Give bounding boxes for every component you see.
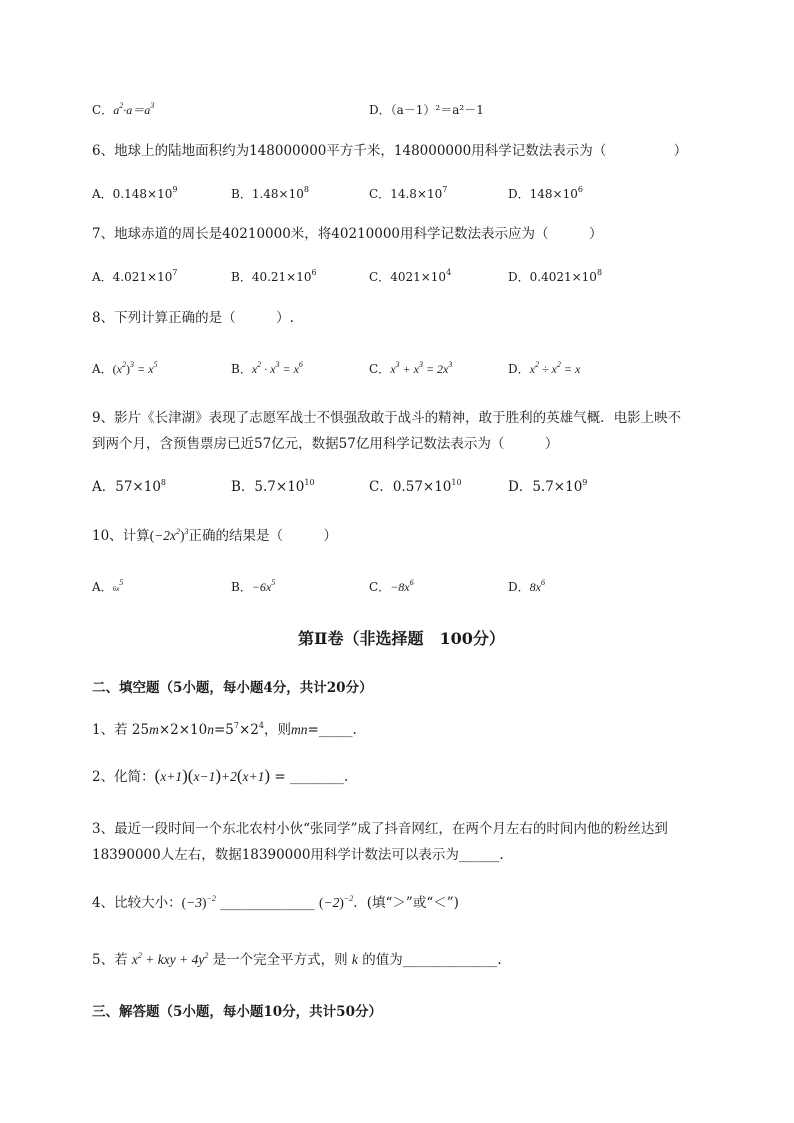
q7-option-c: C．$4021\times 10^4$: [369, 268, 452, 284]
fill-q5: 5、若 $x^2$ + kxy + $4y^2$ 是一个完全平方式，则 k 的值为______________.: [92, 951, 502, 968]
fill-q3-line1: 3、最近一段时间一个东北农村小伙“张同学”成了抖音网红，在两个月左右的时间内他的粉丝达到: [92, 821, 668, 837]
q5-option-d: [369, 101, 484, 119]
q10-option-c: C．$-8x^6$: [369, 578, 414, 594]
q9-option-c: C．$0.57\times 10^{10}$: [369, 478, 462, 495]
q9-option-a: A．$57\times 10^8$: [92, 478, 167, 495]
fill-q2: 2、化简：(x+1)(x−1)+2(x+1) = ________.: [92, 766, 349, 785]
fill-q3-line2: 18390000人左右，数据18390000用科学计数法可以表示为______.: [92, 847, 504, 863]
section3-heading: 三、解答题（5小题，每小题10分，共计50分）: [92, 1004, 382, 1020]
q9-stem-line2: 到两个月，含预售票房已近57亿元，数据57亿用科学记数法表示为（ ）: [92, 436, 559, 452]
q7-option-a: A．$4.021\times 10^7$: [92, 268, 178, 284]
q8-option-d: D．$x^2 \div x^2 = x$: [508, 360, 581, 376]
fill-q1: 1、若 $25m\times 2\times 10n=5^7\times 2^4$，则mn=_____.: [92, 721, 357, 738]
q10-expression: $(-2x^2)^3$: [149, 527, 189, 543]
q8-option-c: C．$x^3 + x^3 = 2x^3$: [369, 360, 453, 376]
q9-stem-line1: 9、影片《长津湖》表现了志愿军战士不惧强敌敢于战斗的精神，敢于胜利的英雄气概．电影上映不: [92, 410, 682, 426]
q5-option-d-label: D．: [369, 103, 391, 117]
q8-option-b: B．$x^2 \cdot x^3 = x^6$: [231, 360, 303, 376]
q7-stem: 7、地球赤道的周长是40210000米，将40210000用科学记数法表示应为（ ）: [92, 226, 603, 242]
q6-stem: 6、地球上的陆地面积约为148000000平方千米，148000000用科学记数法表示为（ ）: [92, 143, 688, 159]
q7-option-b: B．$40.21\times 10^6$: [231, 268, 317, 284]
q10-option-b: B．$-6x^5$: [231, 578, 276, 594]
q10-option-d: D．$8x^6$: [508, 578, 545, 594]
q5-option-c-label: C．: [92, 103, 114, 117]
fill-q4: 4、比较大小：$(-3)^{-2}$ ______________ $(-2)^{-2}$．(填“＞”或“＜”): [92, 894, 459, 911]
q9-option-b: B．$5.7\times 10^{10}$: [231, 478, 315, 495]
q6-option-b: B．$1.48\times 10^8$: [231, 185, 309, 201]
q6-option-a: A．$0.148\times 10^9$: [92, 185, 178, 201]
q9-option-d: D．$5.7\times 10^9$: [508, 478, 588, 495]
q10-stem: 10、计算$(-2x^2)^3$正确的结果是（ ）: [92, 527, 338, 544]
q7-option-d: D．$0.4021\times 10^8$: [508, 268, 603, 284]
q10-option-a: A．$6x^5$: [92, 578, 124, 594]
q5-option-c: [92, 101, 154, 119]
q8-option-a: A．$(x^2)^3 = x^5$: [92, 360, 158, 376]
q6-option-c: C．$14.8\times 10^7$: [369, 185, 448, 201]
q8-stem: 8、下列计算正确的是（ ）.: [92, 310, 294, 326]
q5-option-c-formula: $a^2\cdot a=a^3$: [113, 101, 155, 117]
part2-title: 第Ⅱ卷（非选择题 100分）: [298, 629, 505, 648]
q6-option-d: D．$148\times 10^6$: [508, 185, 583, 201]
q5-option-d-text: （a－1）²＝a²－1: [390, 103, 484, 117]
section2-heading: 二、填空题（5小题，每小题4分，共计20分）: [92, 680, 373, 696]
